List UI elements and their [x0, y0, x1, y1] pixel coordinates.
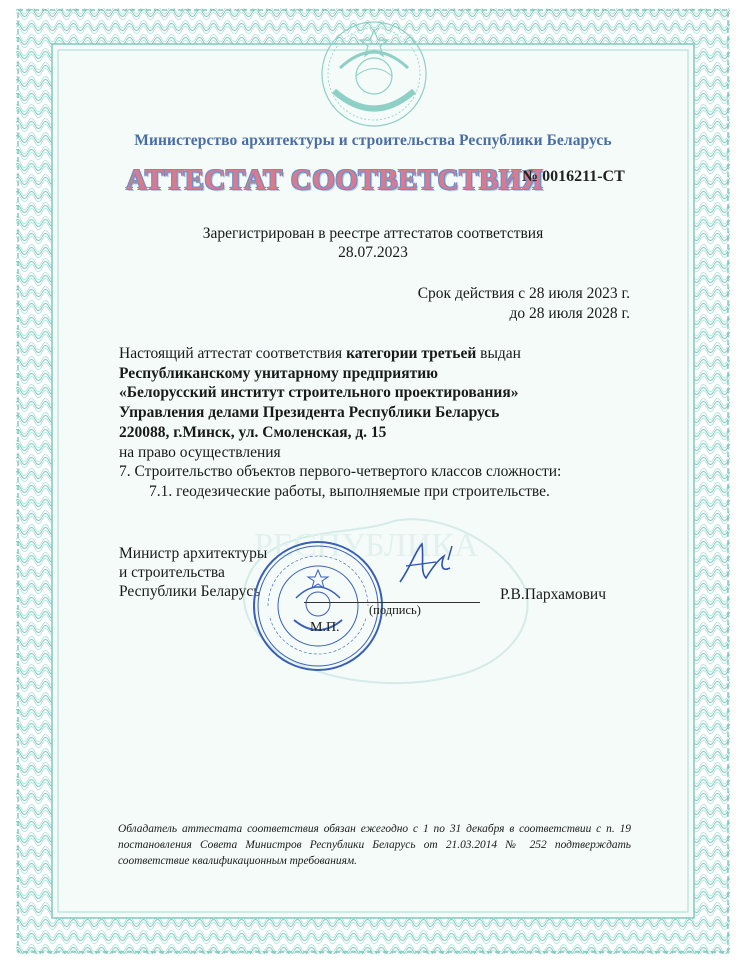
position-line-1: Министр архитектуры [119, 545, 268, 562]
organization-line-3: Управления делами Президента Республики Беларусь [119, 404, 500, 422]
certificate-title: АТТЕСТАТ СООТВЕТСТВИЯ [126, 164, 544, 196]
registry-date: 28.07.2023 [338, 244, 408, 261]
official-seal-icon [250, 538, 386, 674]
organization-line-2: «Белорусский институт строительного проектирования» [119, 384, 519, 402]
validity-block [418, 284, 630, 324]
issue-line [119, 344, 639, 364]
svg-text:РЕСПУБЛИКА: РЕСПУБЛИКА [254, 527, 479, 564]
category-text: категории третьей [346, 345, 477, 362]
work-item-7-1: 7.1. геодезические работы, выполняемые при строительстве. [149, 482, 550, 500]
position-line-2: и строительства [119, 564, 225, 581]
ministry-name: Министерство архитектуры и строительства Республики Беларусь [134, 132, 612, 149]
footnote: Обладатель аттестата соответствия обязан ежегодно с 1 по 31 декабря в соответствии с п. 19 постановления Совета Министров Республики Беларусь от 21.03.2014 № 252 подтверждать соответствие квалификационным требованиям. [118, 823, 631, 867]
state-emblem-icon [304, 16, 444, 134]
organization-address: 220088, г.Минск, ул. Смоленская, д. 15 [119, 423, 387, 441]
signer-name: Р.В.Пархамович [500, 586, 606, 603]
certificate-body [119, 344, 639, 502]
issue-prefix: Настоящий аттестат соответствия [119, 345, 343, 362]
signatory-position [119, 544, 267, 601]
validity-from: Срок действия с 28 июля 2023 г. [417, 285, 630, 302]
position-line-3: Республики Беларусь [119, 583, 261, 600]
stamp-mark: М.П. [310, 620, 340, 635]
handwritten-signature-icon [392, 538, 462, 588]
registry-block [14, 224, 732, 262]
right-intro: на право осуществления [119, 443, 281, 461]
work-item-7: 7. Строительство объектов первого-четвертого классов сложности: [119, 463, 562, 481]
certificate [14, 6, 732, 956]
registry-text: Зарегистрирован в реестре аттестатов соответствия [202, 225, 544, 242]
signature-hint: (подпись) [369, 603, 421, 617]
organization-line-1: Республиканскому унитарному предприятию [119, 364, 438, 382]
issue-suffix: выдан [480, 345, 521, 362]
certificate-number: № 0016211-СТ [522, 168, 625, 185]
validity-to: до 28 июля 2028 г. [509, 305, 630, 322]
